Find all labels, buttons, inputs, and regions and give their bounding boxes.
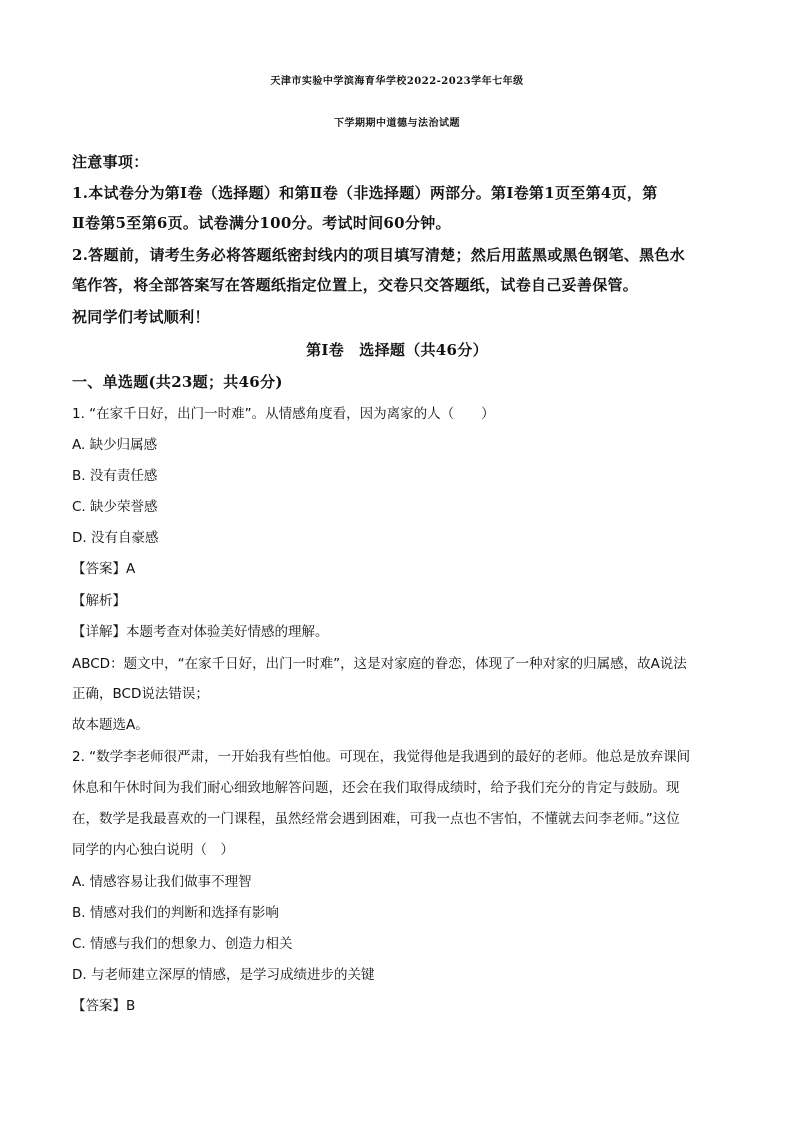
- q1-stem: 1. “在家千日好，出门一时难”。从情感角度看，因为离家的人（ ）: [72, 406, 495, 422]
- q2-option-d: D. 与老师建立深厚的情感，是学习成绩进步的关键: [72, 967, 375, 983]
- q1-explain-line1: ABCD：题文中，“在家千日好，出门一时难”，这是对家庭的眷恋，体现了一种对家的归属感，故A说法: [72, 656, 687, 672]
- exam-title-line1: 天津市实验中学滨海育华学校2022-2023学年七年级: [270, 76, 524, 87]
- notice-heading: 注意事项：: [72, 153, 149, 171]
- q2-stem-line2: 休息和午休时间为我们耐心细致地解答问题，还会在我们取得成绩时，给予我们充分的肯定与鼓励。现: [72, 780, 680, 796]
- exam-title-line2: 下学期期中道德与法治试题: [334, 118, 460, 129]
- q2-stem-line3: 在，数学是我最喜欢的一门课程，虽然经常会遇到困难，可我一点也不害怕，不懂就去问李老师。”这位: [72, 811, 680, 827]
- q1-answer: 【答案】A: [72, 561, 136, 577]
- q2-stem-line4: 同学的内心独白说明（ ）: [72, 842, 234, 858]
- notice-item1-line1: 1.本试卷分为第Ⅰ卷（选择题）和第Ⅱ卷（非选择题）两部分。第Ⅰ卷第1页至第4页，第: [72, 184, 658, 202]
- notice-item1-line2: Ⅱ卷第5至第6页。试卷满分100分。考试时间60分钟。: [72, 214, 451, 232]
- q1-option-b: B. 没有责任感: [72, 468, 158, 484]
- q1-option-c: C. 缺少荣誉感: [72, 499, 158, 515]
- q2-option-c: C. 情感与我们的想象力、创造力相关: [72, 936, 293, 952]
- q1-analysis-label: 【解析】: [72, 593, 126, 609]
- q1-detail: 【详解】本题考查对体验美好情感的理解。: [72, 624, 329, 640]
- notice-wish: 祝同学们考试顺利！: [72, 308, 210, 326]
- q1-option-d: D. 没有自豪感: [72, 530, 159, 546]
- q2-option-b: B. 情感对我们的判断和选择有影响: [72, 905, 279, 921]
- q2-stem-line1: 2. “数学李老师很严肃，一开始我有些怕他。可现在，我觉得他是我遇到的最好的老师。他总是放弃课间: [72, 749, 691, 765]
- q1-explain-line2: 正确，BCD说法错误；: [72, 686, 209, 702]
- section-heading: 第Ⅰ卷 选择题（共46分）: [306, 341, 488, 359]
- section-subheading: 一、单选题(共23题；共46分): [72, 373, 283, 391]
- q2-answer: 【答案】B: [72, 998, 136, 1014]
- q1-conclusion: 故本题选A。: [72, 717, 149, 733]
- q2-option-a: A. 情感容易让我们做事不理智: [72, 874, 252, 890]
- notice-item2-line2: 笔作答，将全部答案写在答题纸指定位置上，交卷只交答题纸，试卷自己妥善保管。: [72, 276, 639, 294]
- q1-option-a: A. 缺少归属感: [72, 437, 158, 453]
- notice-item2-line1: 2.答题前，请考生务必将答题纸密封线内的项目填写清楚；然后用蓝黑或黑色钢笔、黑色水: [72, 246, 685, 264]
